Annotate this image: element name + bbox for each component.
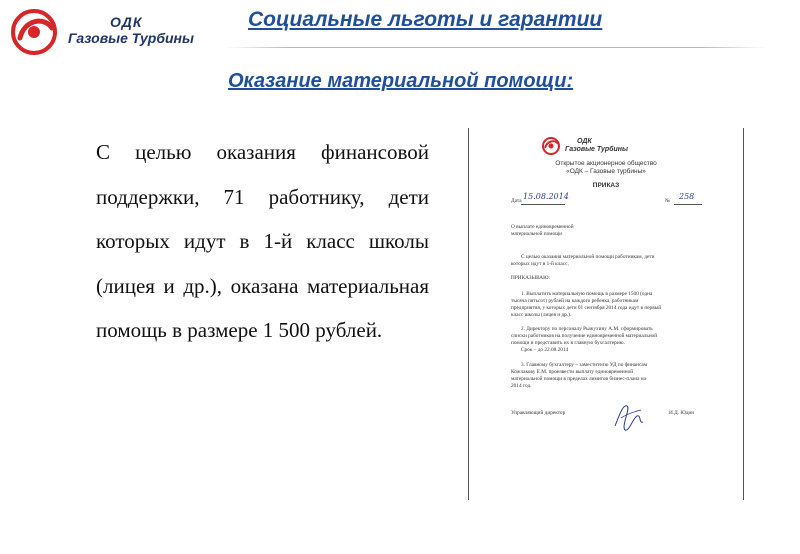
logo-line-2: Газовые Турбины	[68, 30, 194, 46]
document-p2-line-1: 2. Директору по персоналу Рыжухину А.М. сформировать	[521, 326, 653, 332]
document-subject-line-1: О выплате единовременной	[511, 224, 574, 230]
document-signer-title: Управляющий директор	[511, 410, 566, 416]
document-subject-line-2: материальной помощи	[511, 231, 563, 237]
document-p2-line-3: помощи и представить их в главную бухгалтерию.	[511, 340, 625, 346]
document-p3-line-3: материальной помощи в пределах лимитов бизнес-плана на	[511, 376, 646, 382]
document-number-underline	[674, 204, 702, 205]
document-p3-line-1: 3. Главному бухгалтеру – заместителю УД по финансам	[521, 362, 648, 368]
section-subtitle: Оказание материальной помощи:	[228, 70, 574, 92]
document-type: ПРИКАЗ	[592, 182, 620, 189]
main-paragraph: С целью оказания финансовой поддержки, 71 работнику, дети которых идут в 1-й класс школы (лицея и др.), оказана материальная помощь в размере 1 500 рублей.	[96, 140, 429, 342]
document-org-line-2: «ОДК – Газовые турбины»	[566, 168, 646, 175]
document-p1-line-4: класс школы (лицея и др.).	[511, 312, 572, 318]
document-p2-line-2: списки работников на получение единовременной материальной	[511, 333, 658, 339]
document-number-value: 258	[679, 192, 695, 201]
document-signer-name: И.Д. Юдин	[669, 410, 695, 416]
document-logo-text	[565, 138, 628, 154]
document-logo-icon	[541, 136, 563, 156]
logo-wordmark	[68, 14, 194, 46]
document-p1-line-2: тысяча пятьсот) рублей на каждого ребенка, работникам	[511, 298, 639, 304]
order-document-scan	[468, 128, 744, 500]
document-logo-line-1: ОДК	[577, 138, 592, 145]
company-logo	[10, 8, 220, 56]
document-p3-line-4: 2014 год.	[511, 383, 532, 389]
document-p1-line-3: предприятия, у которых дети 01 сентября 2014 года идут в первый	[511, 305, 662, 311]
header-divider	[225, 47, 767, 48]
document-date-underline	[521, 204, 565, 205]
document-order-word: ПРИКАЗЫВАЮ:	[511, 275, 551, 281]
logo-line-1: ОДК	[110, 14, 143, 30]
document-date-value: 15.08.2014	[523, 192, 569, 201]
document-p3-line-2: Кожлакову Е.М. произвести выплату единовременной	[511, 369, 634, 375]
logo-swirl-icon	[10, 8, 62, 56]
document-p1-line-1: 1. Выплатить материальную помощь в размере 1500 (одна	[521, 291, 653, 297]
document-logo-line-2: Газовые Турбины	[565, 146, 628, 153]
document-date-label: Дата	[511, 198, 522, 204]
page-title: Социальные льготы и гарантии	[248, 8, 603, 31]
document-p2-line-4: Срок – до 22.08.2014	[521, 347, 569, 353]
document-intro-line-1: С целью оказания материальной помощи работникам, дети	[521, 254, 655, 260]
document-number-label: №	[665, 198, 671, 204]
handwritten-signature	[609, 396, 649, 436]
document-org-line-1: Открытое акционерное общество	[555, 160, 657, 167]
document-intro-line-2: которых идут в 1-й класс,	[511, 261, 569, 267]
